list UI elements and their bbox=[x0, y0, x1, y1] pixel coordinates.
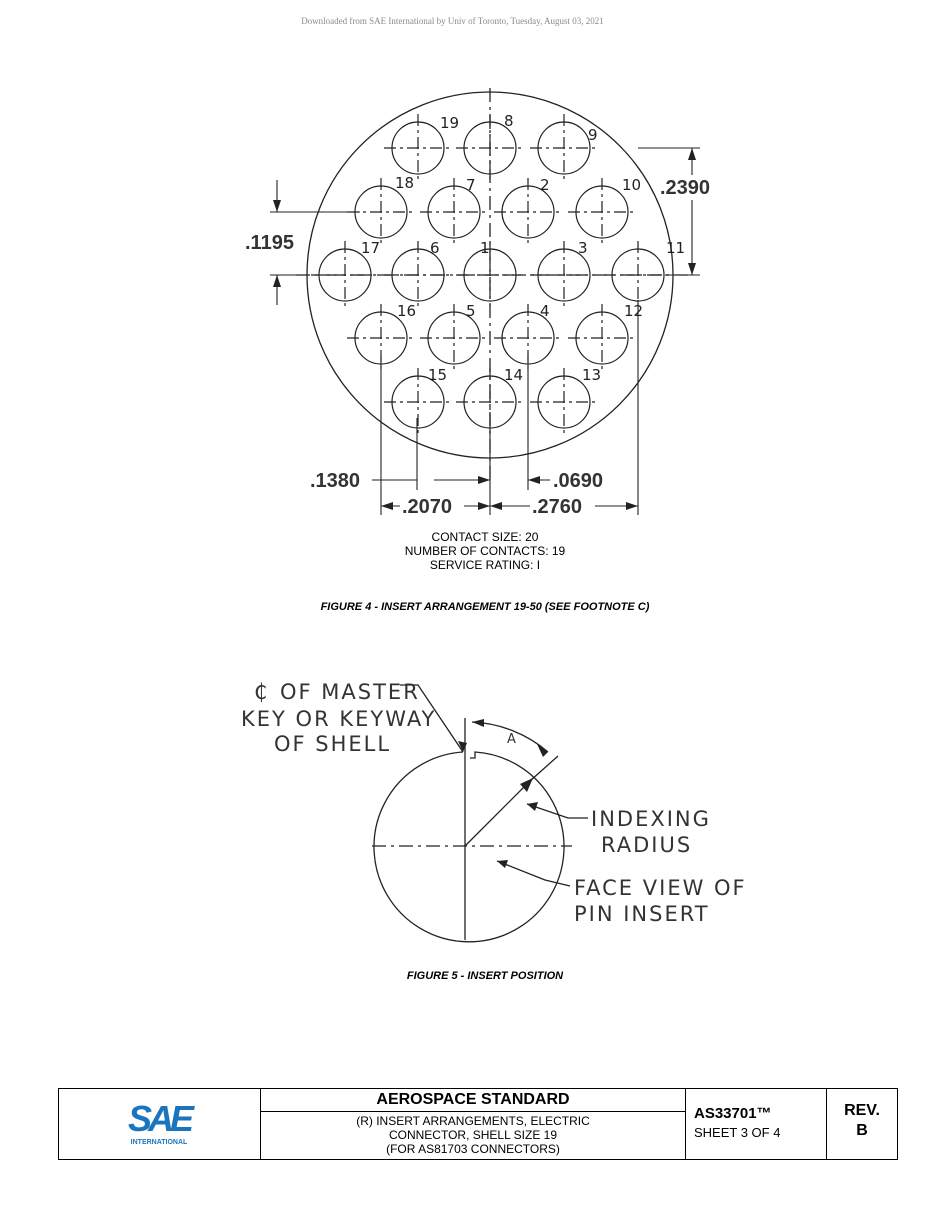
sae-logo bbox=[59, 1089, 260, 1159]
face-view-label: FACE VIEW OF bbox=[574, 876, 747, 900]
contact-number-label: 4 bbox=[540, 302, 550, 320]
revision-cell bbox=[827, 1089, 897, 1159]
sae-logo-cell bbox=[59, 1089, 261, 1159]
dim-2070: .2070 bbox=[402, 496, 453, 518]
contact-number-label: 10 bbox=[622, 176, 642, 194]
svg-text:INTERNATIONAL: INTERNATIONAL bbox=[130, 1139, 188, 1146]
contact-number-label: 12 bbox=[624, 302, 644, 320]
dim-1195: .1195 bbox=[245, 232, 294, 254]
contact-number-label: 19 bbox=[440, 114, 460, 132]
contact-number-label: 8 bbox=[504, 112, 514, 130]
contact-number-label: 17 bbox=[361, 239, 381, 257]
number-of-contacts: NUMBER OF CONTACTS: 19 bbox=[404, 544, 566, 558]
shell-outline-keyed bbox=[374, 752, 564, 942]
dim-2760: .2760 bbox=[532, 496, 583, 518]
figure-5-caption: FIGURE 5 - INSERT POSITION bbox=[406, 970, 564, 982]
document-number-cell bbox=[686, 1089, 827, 1159]
indexing-label: INDEXING bbox=[591, 807, 711, 831]
sheet-number: SHEET 3 OF 4 bbox=[694, 1125, 781, 1140]
download-note: Downloaded from SAE International by Univ of Toronto, Tuesday, August 03, 2021 bbox=[301, 16, 604, 26]
document-number: AS33701™ bbox=[694, 1105, 772, 1122]
dim-2390: .2390 bbox=[660, 177, 711, 199]
contact-number-label: 15 bbox=[428, 366, 448, 384]
contact-number-label: 1 bbox=[480, 239, 490, 257]
figure-4-caption: FIGURE 4 - INSERT ARRANGEMENT 19-50 (SEE FOOTNOTE C) bbox=[320, 601, 650, 613]
rev-value: B bbox=[856, 1122, 868, 1139]
title-block bbox=[58, 1088, 898, 1160]
contact-number-label: 2 bbox=[540, 176, 550, 194]
rev-label: REV. bbox=[844, 1102, 880, 1119]
contact-number-label: 5 bbox=[466, 302, 476, 320]
contact-number-label: 6 bbox=[430, 239, 440, 257]
service-rating: SERVICE RATING: I bbox=[429, 558, 541, 572]
angle-label: A bbox=[507, 732, 518, 747]
document-subtitle: (R) INSERT ARRANGEMENTS, ELECTRIC CONNECTOR, SHELL SIZE 19 (FOR AS81703 CONNECTORS) bbox=[356, 1114, 590, 1156]
contact-number-label: 14 bbox=[504, 366, 524, 384]
contact-number-label: 16 bbox=[397, 302, 417, 320]
pin-insert-label: PIN INSERT bbox=[574, 902, 710, 926]
standard-heading: AEROSPACE STANDARD bbox=[261, 1089, 685, 1112]
key-keyway-label: KEY OR KEYWAY bbox=[241, 707, 437, 731]
dim-0690: .0690 bbox=[553, 470, 604, 492]
cl-master-label: OF MASTER bbox=[280, 680, 420, 704]
radius-label: RADIUS bbox=[601, 833, 693, 857]
contact-number-label: 18 bbox=[395, 174, 415, 192]
contact-number-label: 9 bbox=[588, 126, 598, 144]
title-cell bbox=[261, 1089, 686, 1159]
centerline-symbol: ₵ bbox=[254, 680, 270, 704]
contact-number-label: 7 bbox=[466, 176, 476, 194]
of-shell-label: OF SHELL bbox=[274, 732, 392, 756]
contact-number-label: 13 bbox=[582, 366, 602, 384]
svg-text:SAE: SAE bbox=[127, 1098, 191, 1139]
contact-number-label: 11 bbox=[666, 239, 686, 257]
dim-1380: .1380 bbox=[310, 470, 361, 492]
contact-number-label: 3 bbox=[578, 239, 588, 257]
contact-size: CONTACT SIZE: 20 bbox=[431, 530, 539, 544]
